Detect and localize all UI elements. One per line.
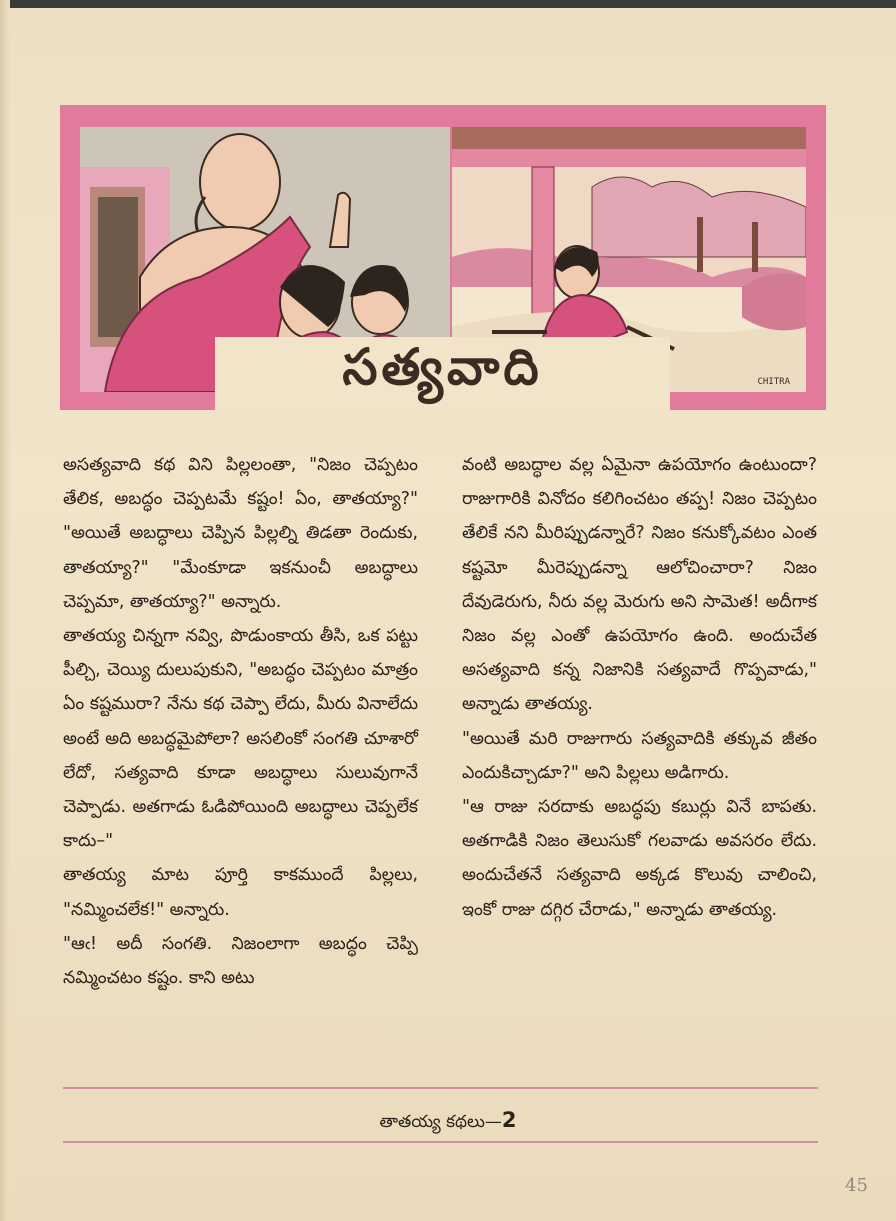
story-title: సత్యవాది bbox=[342, 338, 543, 396]
story-banner bbox=[60, 105, 826, 410]
paragraph: "అయితే మరి రాజుగారు సత్యవాదికి తక్కువ జీతం ఎందుకిచ్చాడూ?" అని పిల్లలు అడిగారు. bbox=[462, 728, 817, 783]
paragraph: తాతయ్య మాట పూర్తి కాకముందే పిల్లలు, "నమ్మించలేక!" అన్నారు. bbox=[63, 865, 418, 920]
series-number: 2 bbox=[501, 1108, 517, 1132]
text-column-left bbox=[63, 448, 418, 995]
page-number: 45 bbox=[845, 1175, 868, 1196]
paragraph: వంటి అబద్ధాల వల్ల ఏమైనా ఉపయోగం ఉంటుందా? రాజుగారికి వినోదం కలిగించటం తప్ప! నిజం చెప్పటం తేలికే నని మీరిప్పుడన్నారే? నిజం కనుక్కోవటం ఎంత కష్టమో మీరెప్పుడన్నా ఆలోచించారా? నిజం దేవుడెరుగు, నీరు వల్ల మెరుగు అని సామెత! అదీగాక నిజం వల్ల ఎంతో ఉపయోగం ఉంది. అందుచేత అసత్యవాది కన్న నిజానికి సత్యవాదే గొప్పవాడు," అన్నాడు తాతయ్య. bbox=[462, 455, 817, 715]
footer-rule-bottom bbox=[63, 1141, 818, 1143]
page-top-edge bbox=[0, 0, 896, 8]
paragraph: అసత్యవాది కథ విని పిల్లలంతా, "నిజం చెప్పటం తేలిక, అబద్ధం చెప్పటమే కష్టం! ఏం, తాతయ్యా?" "అయితే అబద్ధాలు చెప్పిన పిల్లల్ని తిడతా రెందుకు, తాతయ్యా?" "మేంకూడా ఇకనుంచీ అబద్ధాలు చెప్పమా, తాతయ్యా?" అన్నారు. bbox=[63, 455, 418, 612]
page-left-edge bbox=[0, 0, 10, 1221]
text-column-right bbox=[462, 448, 817, 927]
paragraph: "ఆ రాజు సరదాకు అబద్ధపు కబుర్లు వినే బాపతు. అతగాడికి నిజం తెలుసుకో గలవాడు అవసరం లేదు. అందుచేతనే సత్యవాది అక్కడ కొలువు చాలించి, ఇంకో రాజు దగ్గిర చేరాడు," అన్నాడు తాతయ్య. bbox=[462, 797, 817, 920]
artist-signature: CHITRA bbox=[757, 377, 790, 387]
series-footer bbox=[0, 1108, 896, 1136]
footer-rule-top bbox=[63, 1087, 818, 1089]
series-label: తాతయ్య కథలు— bbox=[379, 1112, 502, 1132]
paragraph: తాతయ్య చిన్నగా నవ్వి, పొడుంకాయ తీసి, ఒక పట్టు పీల్చి, చెయ్యి దులుపుకుని, "అబద్ధం చెప్పటం మాత్రం ఏం కష్టమురా? నేను కథ చెప్పా లేదు, మీరు వినాలేదు అంటే అది అబద్ధమైపోలా? అసలింకో సంగతి చూశారో లేదో, సత్యవాది కూడా అబద్ధాలు సులువుగానే చెప్పాడు. అతగాడు ఓడిపోయింది అబద్ధాలు చెప్పలేక కాదు–" bbox=[63, 626, 418, 852]
title-plate bbox=[215, 337, 670, 410]
paragraph: "ఆఁ! అదీ సంగతి. నిజంలాగా అబద్ధం చెప్పి నమ్మించటం కష్టం. కాని అటు bbox=[63, 933, 418, 989]
